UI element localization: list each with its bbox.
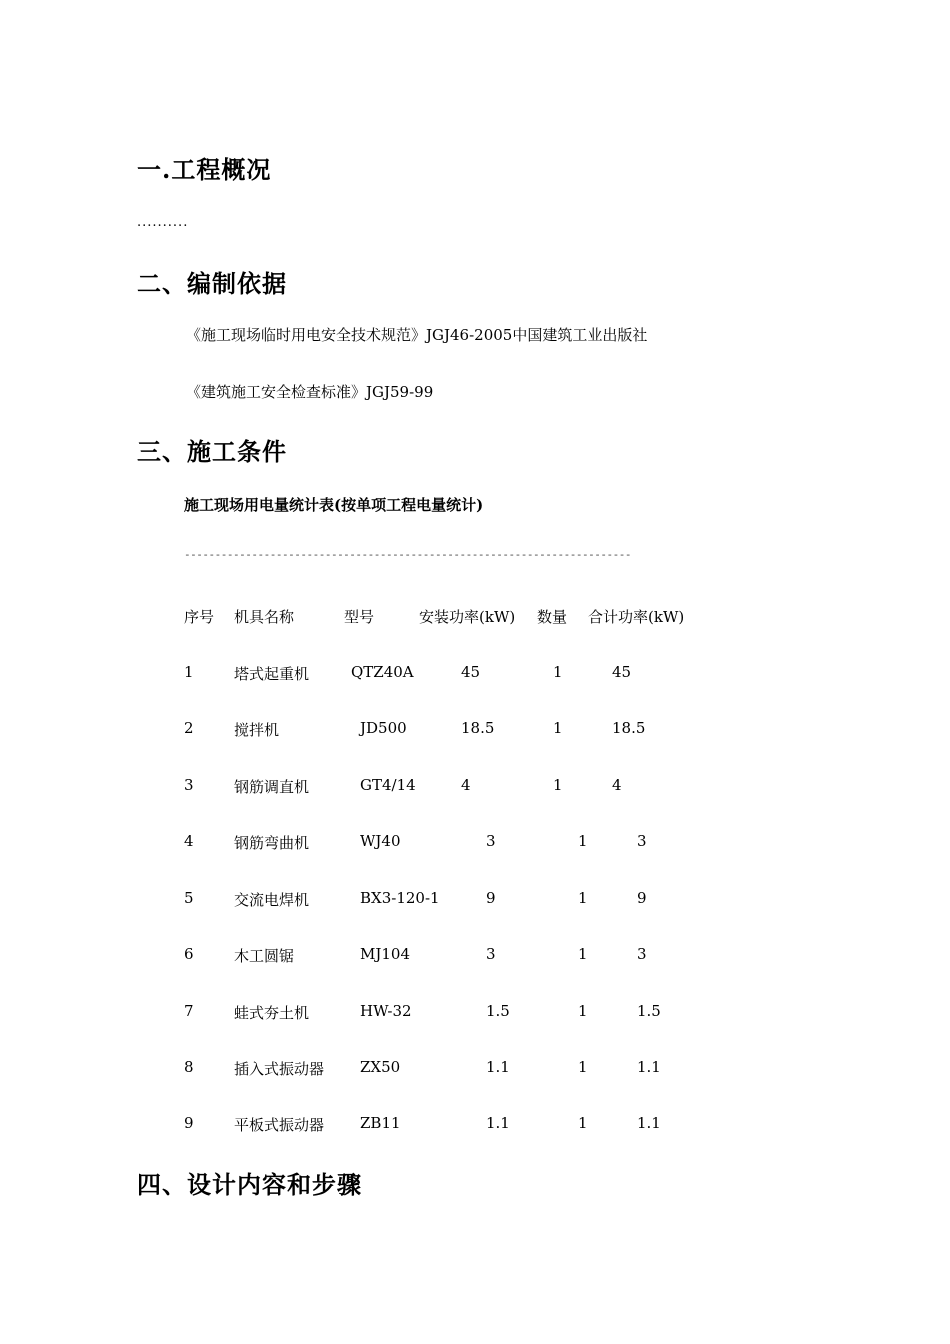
table-cell-model: HW-32 [360, 1002, 412, 1020]
table-cell-total: 45 [612, 663, 632, 681]
table-title: 施工现场用电量统计表(按单项工程电量统计) [184, 496, 484, 514]
table-cell-seq: 6 [184, 945, 194, 963]
table-cell-seq: 9 [184, 1114, 194, 1132]
placeholder-dots: .......... [137, 215, 189, 230]
reference-1: 《施工现场临时用电安全技术规范》JGJ46-2005中国建筑工业出版社 [186, 326, 648, 344]
table-cell-total: 1.5 [637, 1002, 661, 1020]
table-cell-seq: 1 [184, 663, 194, 681]
table-cell-power: 1.5 [486, 1002, 510, 1020]
table-cell-seq: 3 [184, 776, 194, 794]
table-cell-seq: 8 [184, 1058, 194, 1076]
table-cell-seq: 2 [184, 719, 194, 737]
section-1-heading: 一.工程概况 [137, 155, 272, 184]
table-cell-name: 塔式起重机 [234, 665, 310, 683]
table-cell-qty: 1 [578, 1058, 588, 1076]
table-cell-power: 9 [486, 889, 496, 907]
table-cell-power: 1.1 [486, 1114, 510, 1132]
table-cell-name: 平板式振动器 [234, 1116, 325, 1134]
table-cell-name: 钢筋调直机 [234, 778, 310, 796]
table-cell-model: JD500 [360, 719, 407, 737]
table-cell-model: MJ104 [360, 945, 411, 963]
table-cell-qty: 1 [553, 663, 563, 681]
table-cell-name: 钢筋弯曲机 [234, 834, 310, 852]
table-cell-model: ZB11 [360, 1114, 401, 1132]
table-cell-model: GT4/14 [360, 776, 416, 794]
table-cell-total: 4 [612, 776, 622, 794]
table-header-total: 合计功率(kW) [588, 608, 685, 626]
table-cell-total: 3 [637, 832, 647, 850]
table-header-model: 型号 [344, 608, 375, 626]
table-cell-qty: 1 [578, 889, 588, 907]
table-cell-name: 交流电焊机 [234, 891, 310, 909]
table-cell-name: 木工圆锯 [234, 947, 295, 965]
table-cell-power: 3 [486, 832, 496, 850]
table-cell-power: 45 [461, 663, 481, 681]
table-cell-qty: 1 [553, 776, 563, 794]
table-cell-qty: 1 [578, 1114, 588, 1132]
table-cell-qty: 1 [578, 945, 588, 963]
table-cell-name: 搅拌机 [234, 721, 280, 739]
table-header-power: 安装功率(kW) [419, 608, 516, 626]
table-cell-model: WJ40 [360, 832, 401, 850]
table-cell-name: 插入式振动器 [234, 1060, 325, 1078]
table-cell-total: 1.1 [637, 1058, 661, 1076]
table-cell-total: 1.1 [637, 1114, 661, 1132]
table-header-name: 机具名称 [234, 608, 295, 626]
section-3-heading: 三、施工条件 [137, 437, 287, 466]
table-header-qty: 数量 [537, 608, 568, 626]
table-cell-power: 3 [486, 945, 496, 963]
table-cell-model: BX3-120-1 [360, 889, 440, 907]
table-divider: ------------------------------------------------------------------------- [184, 548, 631, 561]
table-cell-seq: 5 [184, 889, 194, 907]
table-cell-seq: 7 [184, 1002, 194, 1020]
table-cell-qty: 1 [578, 832, 588, 850]
table-cell-total: 3 [637, 945, 647, 963]
table-cell-qty: 1 [553, 719, 563, 737]
reference-2: 《建筑施工安全检查标准》JGJ59-99 [186, 383, 434, 401]
table-cell-model: ZX50 [360, 1058, 401, 1076]
table-cell-power: 1.1 [486, 1058, 510, 1076]
table-cell-model: QTZ40A [351, 663, 414, 681]
section-2-heading: 二、编制依据 [137, 269, 287, 298]
table-header-seq: 序号 [184, 608, 215, 626]
table-cell-power: 4 [461, 776, 471, 794]
table-cell-power: 18.5 [461, 719, 495, 737]
section-4-heading: 四、设计内容和步骤 [137, 1170, 362, 1199]
table-cell-qty: 1 [578, 1002, 588, 1020]
table-cell-total: 18.5 [612, 719, 646, 737]
table-cell-seq: 4 [184, 832, 194, 850]
table-cell-name: 蛙式夯土机 [234, 1004, 310, 1022]
table-cell-total: 9 [637, 889, 647, 907]
